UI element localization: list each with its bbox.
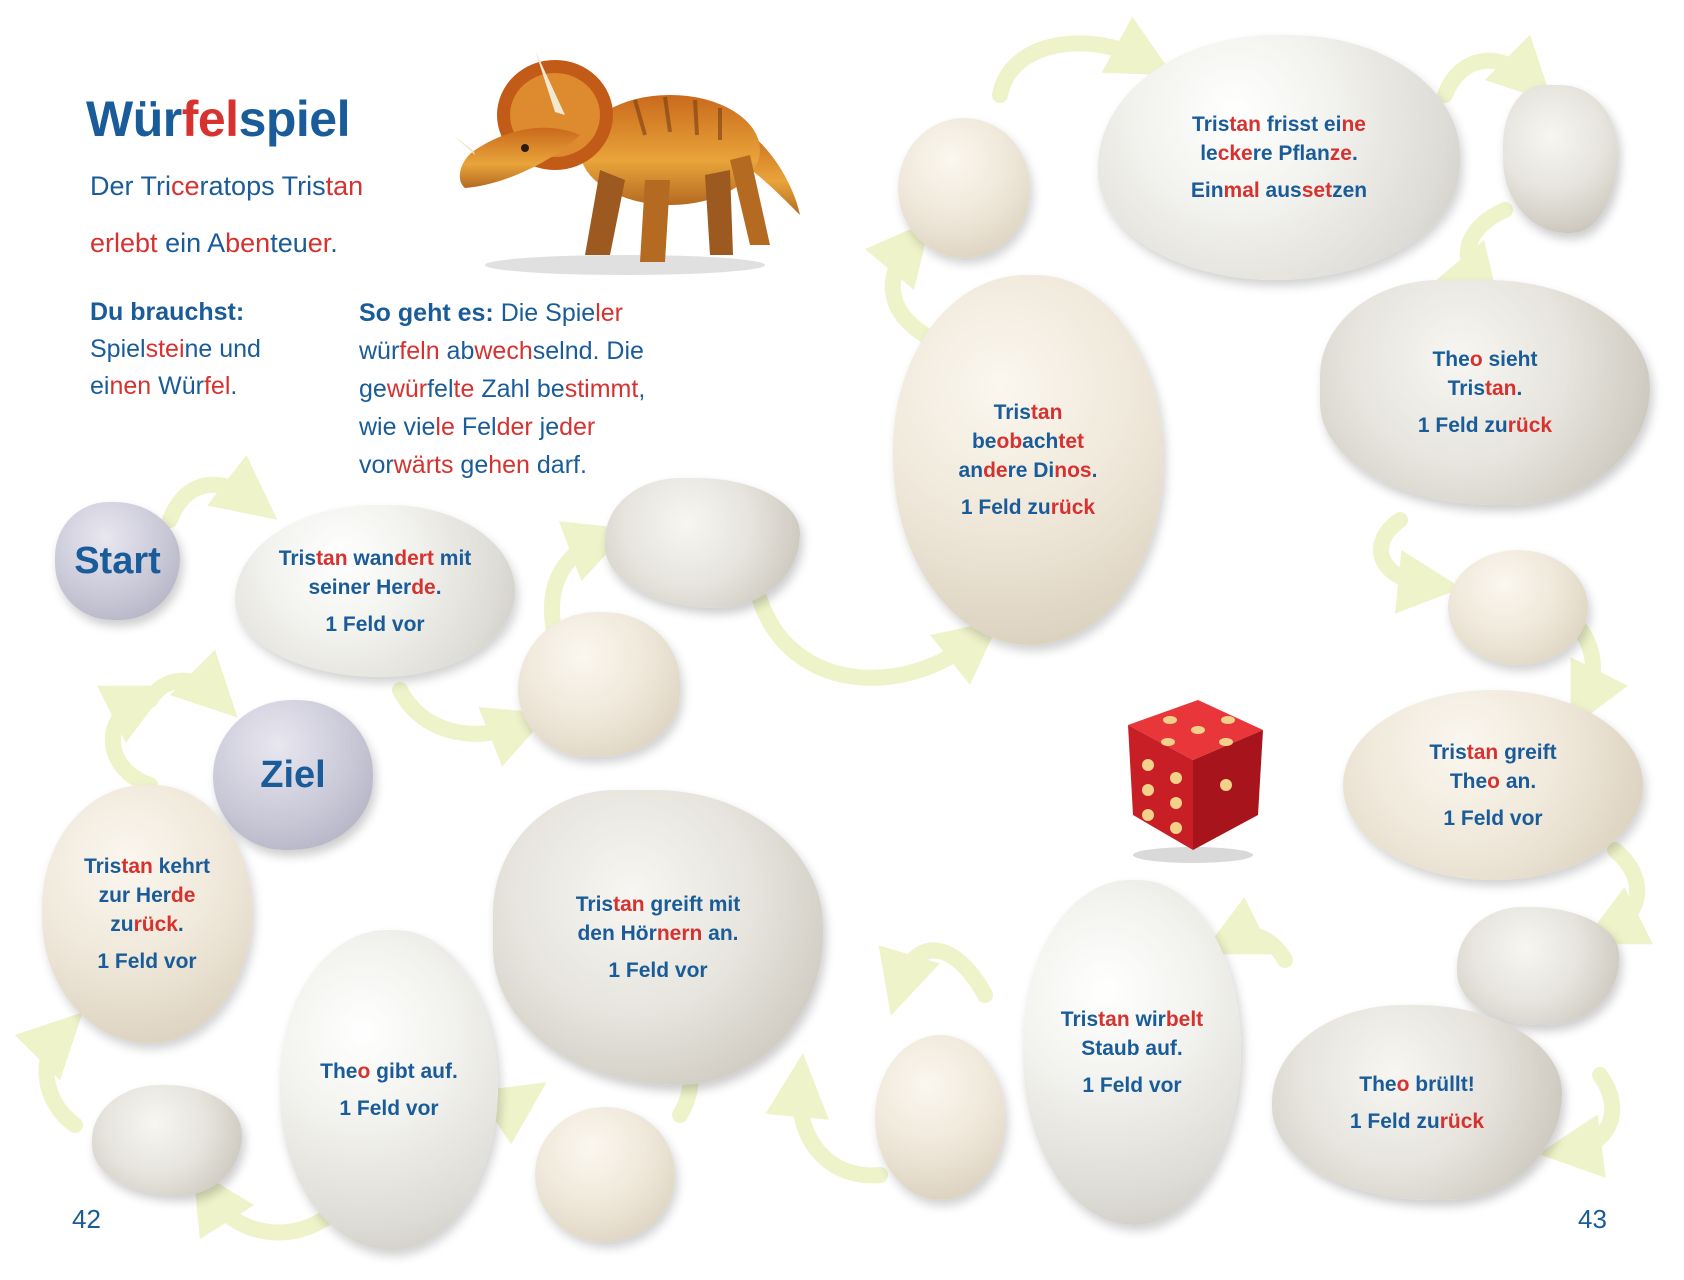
text-segment: The xyxy=(1449,769,1488,793)
goal-label: Ziel xyxy=(260,754,326,796)
text-segment: ne xyxy=(1341,113,1366,136)
arrow-10 xyxy=(1610,850,1637,930)
field-stone-1 xyxy=(235,505,515,677)
text-segment: 1 Feld zu xyxy=(1349,1109,1440,1133)
subtitle-line-1 xyxy=(90,158,363,215)
text-segment: . xyxy=(330,228,338,258)
text-segment: re Di xyxy=(1007,459,1055,482)
arrow-1 xyxy=(170,485,252,520)
arrow-12 xyxy=(1230,935,1285,960)
arrow-7 xyxy=(1468,210,1505,285)
materials-line-1 xyxy=(90,331,261,368)
pebble-small xyxy=(535,1107,675,1242)
text-segment: 1 Feld vor xyxy=(339,1097,439,1120)
text-segment: ein A xyxy=(157,228,226,258)
text-segment: Staub auf. xyxy=(1081,1037,1183,1060)
title-part-3: spiel xyxy=(238,91,351,147)
field-stone-3 xyxy=(1098,35,1460,280)
text-segment: ne und xyxy=(184,335,261,363)
arrow-4 xyxy=(893,245,925,335)
arrow-5 xyxy=(1000,43,1145,95)
arrow-13 xyxy=(900,950,985,995)
text-segment: teu xyxy=(270,228,308,258)
text-segment: . xyxy=(177,913,184,936)
text-segment: , xyxy=(638,375,646,403)
text-segment: ach xyxy=(1022,430,1059,453)
arrow-19 xyxy=(113,700,150,785)
stone-text-line xyxy=(84,852,210,881)
rules-line-3 xyxy=(359,370,699,408)
text-segment: ei xyxy=(90,372,110,400)
arrow-6 xyxy=(1445,61,1530,95)
text-segment: nern xyxy=(656,922,703,945)
stone-action xyxy=(1082,1071,1181,1100)
text-segment: Fel xyxy=(454,413,497,441)
text-segment: 1 Feld zu xyxy=(960,496,1051,519)
text-segment: Der Tri xyxy=(90,171,171,201)
page-title xyxy=(86,90,350,148)
field-stone-8 xyxy=(493,790,823,1085)
field-stone-5 xyxy=(1343,690,1643,880)
text-segment: je xyxy=(532,413,560,441)
text-segment: . xyxy=(230,372,238,400)
stone-text-line xyxy=(1081,1034,1183,1063)
text-segment: Tris xyxy=(575,893,614,916)
text-segment: Tris xyxy=(1192,113,1230,136)
text-segment: greift mit xyxy=(644,893,741,916)
text-segment: frisst ei xyxy=(1260,113,1342,136)
arrow-11 xyxy=(1570,1075,1612,1150)
text-segment: le xyxy=(1200,142,1218,165)
text-segment: rück xyxy=(1507,414,1553,437)
stone-action xyxy=(961,493,1095,522)
text-segment: sieht xyxy=(1482,348,1538,371)
text-segment: The xyxy=(1432,348,1470,371)
text-segment: den Hör xyxy=(577,922,657,945)
text-segment: zen xyxy=(1332,179,1368,202)
arrow-21 xyxy=(400,690,520,734)
text-segment: Tris xyxy=(83,855,122,878)
text-segment: Zahl be xyxy=(474,375,565,403)
stone-text-line xyxy=(1429,738,1556,767)
stone-action xyxy=(339,1094,438,1123)
text-segment: zur Her xyxy=(98,884,171,907)
text-segment: gibt auf. xyxy=(370,1060,458,1083)
text-segment: sei xyxy=(308,575,338,599)
text-segment: rück xyxy=(133,913,178,936)
text-segment: wan xyxy=(347,546,395,570)
text-segment: belt xyxy=(1165,1008,1204,1031)
text-segment: wür xyxy=(386,375,428,403)
arrow-8 xyxy=(1381,520,1430,585)
title-part-1: Wür xyxy=(86,91,182,147)
text-segment: be xyxy=(971,430,997,453)
page-number-right: 43 xyxy=(1578,1204,1607,1234)
die-image xyxy=(1098,690,1273,865)
text-segment: tan xyxy=(121,855,153,878)
stone-action xyxy=(97,947,196,976)
text-segment: set xyxy=(1301,179,1333,202)
stone-text-line xyxy=(1061,1005,1203,1034)
text-segment: hen xyxy=(488,451,530,479)
text-segment: ler xyxy=(595,299,623,327)
text-segment: The xyxy=(1359,1072,1397,1096)
field-stone-7 xyxy=(1023,880,1241,1225)
stone-action xyxy=(608,956,707,985)
pebble-small xyxy=(605,478,800,608)
text-segment: wir xyxy=(1129,1008,1166,1031)
text-segment: o xyxy=(1469,348,1483,371)
stone-text-line xyxy=(972,427,1084,456)
text-segment: tan xyxy=(1030,401,1063,424)
text-segment: wie vie xyxy=(359,413,436,441)
text-segment: The xyxy=(320,1060,358,1083)
subtitle xyxy=(90,158,363,272)
text-segment: Tris xyxy=(1429,740,1467,764)
field-stone-2 xyxy=(893,275,1163,645)
text-segment: 1 Feld vor xyxy=(1443,806,1543,830)
text-segment: o xyxy=(357,1060,371,1083)
stone-text-line xyxy=(308,573,441,602)
pebble-small xyxy=(875,1035,1005,1200)
text-segment: 1 Feld zu xyxy=(1417,414,1508,437)
text-segment: ra xyxy=(199,171,224,201)
start-label: Start xyxy=(74,540,161,582)
text-segment: vor xyxy=(359,451,394,479)
text-segment: . xyxy=(435,575,442,599)
rules-line-5 xyxy=(359,446,699,484)
text-segment: wech xyxy=(474,337,533,365)
text-segment: ab xyxy=(439,337,475,365)
stone-action xyxy=(325,610,424,639)
text-segment: Wür xyxy=(151,372,204,400)
pebble-small xyxy=(1448,550,1588,665)
text-segment: o xyxy=(1487,769,1500,793)
text-segment: ze xyxy=(1329,142,1352,165)
text-segment: zu xyxy=(110,913,134,936)
text-segment: greift xyxy=(1498,740,1557,764)
text-segment: der xyxy=(496,413,533,441)
text-segment: . xyxy=(1351,142,1358,165)
stone-text-line xyxy=(577,919,738,948)
text-segment: darf. xyxy=(529,451,587,479)
text-segment: 1 Feld vor xyxy=(325,612,425,636)
text-segment: mal xyxy=(1223,179,1260,202)
pebble-small xyxy=(518,612,680,757)
rules-text xyxy=(359,294,699,484)
stone-text-line xyxy=(576,890,741,919)
rules-line-4 xyxy=(359,408,699,446)
rules-line-1-rest xyxy=(494,299,623,327)
text-segment: le xyxy=(435,413,455,441)
text-segment: dert xyxy=(394,546,434,570)
subtitle-line-2 xyxy=(90,215,363,272)
text-segment: tops Tris xyxy=(223,171,326,201)
text-segment: de xyxy=(411,575,436,599)
field-stone-6 xyxy=(1272,1005,1562,1200)
text-segment: an. xyxy=(1499,769,1537,793)
text-segment: ce xyxy=(171,171,200,201)
text-segment: lebt xyxy=(114,228,158,258)
text-segment: tan xyxy=(1485,377,1517,400)
text-segment: tan xyxy=(316,546,348,570)
stone-text-line xyxy=(1359,1070,1475,1099)
stone-text-line xyxy=(279,544,472,573)
text-segment: ob xyxy=(996,430,1023,453)
text-segment: tan xyxy=(1466,740,1499,764)
stone-text-line xyxy=(1192,110,1366,139)
arrow-20 xyxy=(150,681,215,700)
text-segment: o xyxy=(1396,1072,1410,1096)
text-segment: an xyxy=(958,459,984,482)
text-segment: tan xyxy=(325,171,364,201)
stone-text-line xyxy=(994,398,1063,427)
rules-line-1 xyxy=(359,294,699,332)
materials-heading: Du brauchst: xyxy=(90,298,245,326)
text-segment: er xyxy=(307,228,331,258)
text-segment: tet xyxy=(1058,430,1085,453)
stone-text-line xyxy=(1450,767,1536,796)
pebble-small xyxy=(898,118,1030,258)
text-segment: . xyxy=(1091,459,1098,482)
text-segment: Ein xyxy=(1190,179,1224,202)
text-segment: 1 Feld vor xyxy=(97,950,197,973)
text-segment: mit xyxy=(433,546,472,570)
stone-text-line xyxy=(1200,139,1358,168)
text-segment: fel xyxy=(203,372,231,400)
text-segment: re Pflan xyxy=(1252,142,1330,165)
start-stone xyxy=(55,502,180,620)
stone-text-line xyxy=(1432,345,1537,374)
text-segment: nos xyxy=(1054,459,1092,482)
stone-text-line xyxy=(959,456,1098,485)
stone-text-line xyxy=(110,910,184,939)
page-number-left: 42 xyxy=(72,1204,101,1234)
text-segment: tan xyxy=(1098,1008,1130,1031)
text-segment: Tris xyxy=(1447,377,1485,400)
rules-heading: So geht es: xyxy=(359,299,494,327)
title-part-2: fel xyxy=(181,91,239,147)
text-segment: ner Her xyxy=(337,575,412,599)
stone-action xyxy=(1418,411,1552,440)
text-segment: er xyxy=(90,228,115,258)
text-segment: ge xyxy=(359,375,387,403)
text-segment: wärts xyxy=(393,451,454,479)
text-segment: Tris xyxy=(1060,1008,1099,1031)
text-segment: selnd. Die xyxy=(532,337,644,365)
stone-text-line xyxy=(320,1057,458,1086)
text-segment: cke xyxy=(1217,142,1253,165)
pebble-small xyxy=(92,1085,242,1195)
text-segment: Tris xyxy=(993,401,1031,424)
text-segment: kehrt xyxy=(152,855,211,878)
text-segment: an. xyxy=(702,922,739,945)
text-segment: te xyxy=(453,375,475,403)
text-segment: ge xyxy=(453,451,489,479)
arrow-14 xyxy=(800,1085,880,1175)
text-segment: rück xyxy=(1439,1109,1485,1133)
text-segment: Spiel xyxy=(90,335,146,363)
stone-text-line xyxy=(99,881,196,910)
materials-text xyxy=(90,294,261,405)
triceratops-image xyxy=(415,40,805,280)
pebble-small xyxy=(1457,907,1619,1025)
stone-text-line xyxy=(1448,374,1523,403)
stone-action xyxy=(1350,1107,1484,1136)
stone-action xyxy=(1443,804,1542,833)
text-segment: de xyxy=(170,884,196,907)
text-segment: ben xyxy=(225,228,271,258)
field-stone-9 xyxy=(280,930,498,1250)
text-segment: stei xyxy=(145,335,185,363)
text-segment: rück xyxy=(1050,496,1096,519)
field-stone-4 xyxy=(1320,280,1650,505)
text-segment: tan xyxy=(613,893,645,916)
text-segment: wür xyxy=(359,337,400,365)
text-segment: 1 Feld vor xyxy=(608,959,708,982)
text-segment: der xyxy=(559,413,596,441)
field-stone-10 xyxy=(42,785,252,1043)
text-segment: 1 Feld vor xyxy=(1082,1074,1182,1097)
text-segment: de xyxy=(983,459,1008,482)
goal-stone xyxy=(213,700,373,850)
text-segment: nen xyxy=(109,372,152,400)
text-segment: . xyxy=(1516,377,1523,400)
text-segment: Die Spie xyxy=(493,299,596,327)
stone-action xyxy=(1191,176,1367,205)
text-segment: Tris xyxy=(278,546,317,570)
text-segment: fel xyxy=(427,375,454,403)
text-segment: stimmt xyxy=(564,375,639,403)
rules-line-2 xyxy=(359,332,699,370)
arrow-18 xyxy=(46,1035,75,1125)
text-segment: brüllt! xyxy=(1409,1072,1475,1096)
text-segment: aus xyxy=(1259,179,1302,202)
materials-line-2 xyxy=(90,368,261,405)
arrow-3 xyxy=(760,600,975,678)
text-segment: feln xyxy=(399,337,440,365)
text-segment: tan xyxy=(1229,113,1261,136)
pebble-small xyxy=(1503,85,1618,233)
